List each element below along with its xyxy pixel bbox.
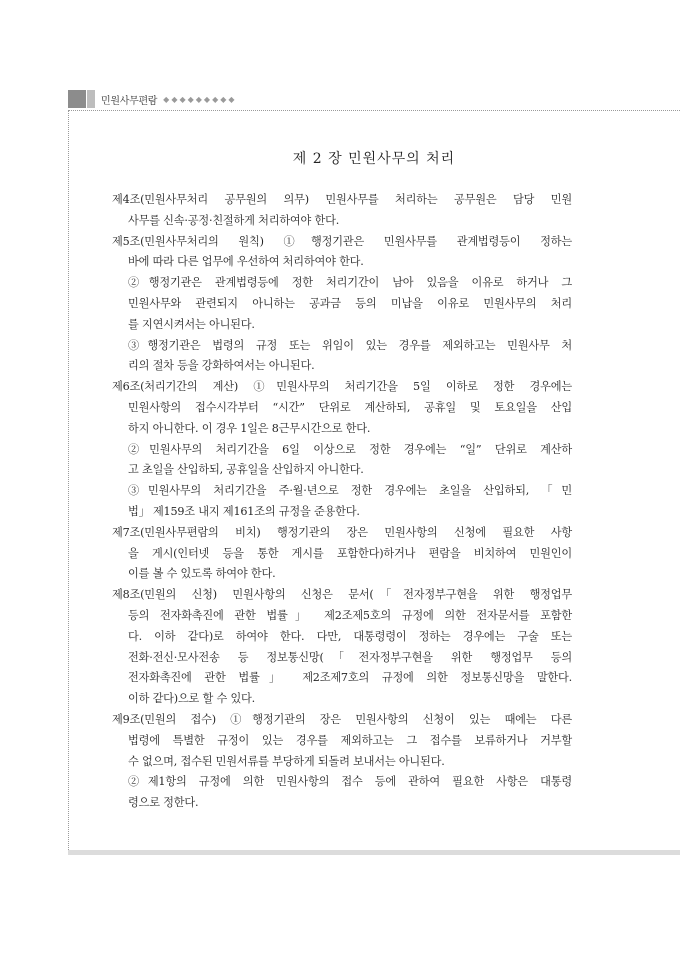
text-line: 사무를 신속·공정·친절하게 처리하여야 한다. [128,213,340,227]
text-line: 제5조(민원사무처리의 원칙) ①행정기관은 민원사무를 관계법령등이 정하는 [112,234,572,248]
text-line: ③행정기관은 법령의 규정 또는 위임이 있는 경우를 제외하고는 민원사무 처 [128,338,572,352]
text-line: 법령에 특별한 규정이 있는 경우를 제외하고는 그 접수를 보류하거나 거부할 [128,733,572,747]
text-line: 다. 이하 같다)로 하여야 한다. 다만, 대통령령이 정하는 경우에는 구술 또는 [128,629,572,643]
text-line: ②민원사무의 처리기간을 6일 이상으로 정한 경우에는 “일” 단위로 계산하 [128,442,572,456]
page-frame-bottom-bar [68,850,680,855]
text-line: ②행정기관은 관계법령등에 정한 처리기간이 남아 있음을 이유로 하거나 그 [128,276,572,290]
text-line: 령으로 정한다. [128,796,199,810]
header-title: 민원사무편람 [101,95,158,107]
text-line: ③민원사무의 처리기간을 주·월·년으로 정한 경우에는 초일을 산입하되, 「민 [128,484,572,498]
text-line: 이를 볼 수 있도록 하여야 한다. [128,567,276,581]
text-line: 제4조(민원사무처리 공무원의 의무) 민원사무를 처리하는 공무원은 담당 민원 [112,193,572,206]
text-line: 제9조(민원의 접수) ①행정기관의 장은 민원사항의 신청이 있는 때에는 다른 [112,712,572,726]
chapter-title: 제 2 장 민원사무의 처리 [292,151,456,167]
text-line: 를 지연시켜서는 아니된다. [128,317,255,331]
text-line: 민원사무와 관련되지 아니하는 공과금 등의 미납을 이유로 민원사무의 처리 [128,296,572,310]
header-dots: ◆◆◆◆◆◆◆◆◆ [163,94,237,104]
header-marker-dark [68,90,86,108]
text-line: ②제1항의 규정에 의한 민원사항의 접수 등에 관하여 필요한 사항은 대통령 [128,775,572,789]
text-line: 제7조(민원사무편람의 비치) 행정기관의 장은 민원사항의 신청에 필요한 사항 [112,525,572,539]
text-line: 리의 절차 등을 강화하여서는 아니된다. [128,359,315,373]
text-line: 민원사항의 접수시각부터 “시간” 단위로 계산하되, 공휴일 및 토요일을 산입 [128,400,572,414]
text-line: 법」 제159조 내지 제161조의 규정을 준용한다. [128,504,360,518]
text-line: 바에 따라 다른 업무에 우선하여 처리하여야 한다. [128,255,364,269]
header-marker-light [87,90,95,108]
text-line: 제8조(민원의 신청) 민원사항의 신청은 문서(「전자정부구현을 위한 행정업무 [112,588,572,602]
text-line: 제6조(처리기간의 계산) ①민원사무의 처리기간을 5일 이하로 정한 경우에는 [112,380,572,394]
running-header [68,90,237,108]
text-line: 수 없으며, 접수된 민원서류를 부당하게 되돌려 보내서는 아니된다. [128,754,445,768]
text-line: 하지 아니한다. 이 경우 1일은 8근무시간으로 한다. [128,421,371,435]
document-body [112,190,572,814]
text-line: 전화·전신·모사전송 등 정보통신망(「전자정부구현을 위한 행정업무 등의 [128,650,572,664]
text-line: 을 게시(인터넷 등을 통한 게시를 포함한다)하거나 편람을 비치하여 민원인이 [128,546,572,560]
text-line: 등의 전자화촉진에 관한 법률」 제2조제5호의 규정에 의한 전자문서를 포함한 [128,608,572,622]
text-line: 이하 같다)으로 할 수 있다. [128,692,256,706]
text-line: 고 초일을 산입하되, 공휴일을 산입하지 아니한다. [128,463,364,477]
text-line: 전자화촉진에 관한 법률」 제2조제7호의 규정에 의한 정보통신망을 말한다. [128,671,572,685]
